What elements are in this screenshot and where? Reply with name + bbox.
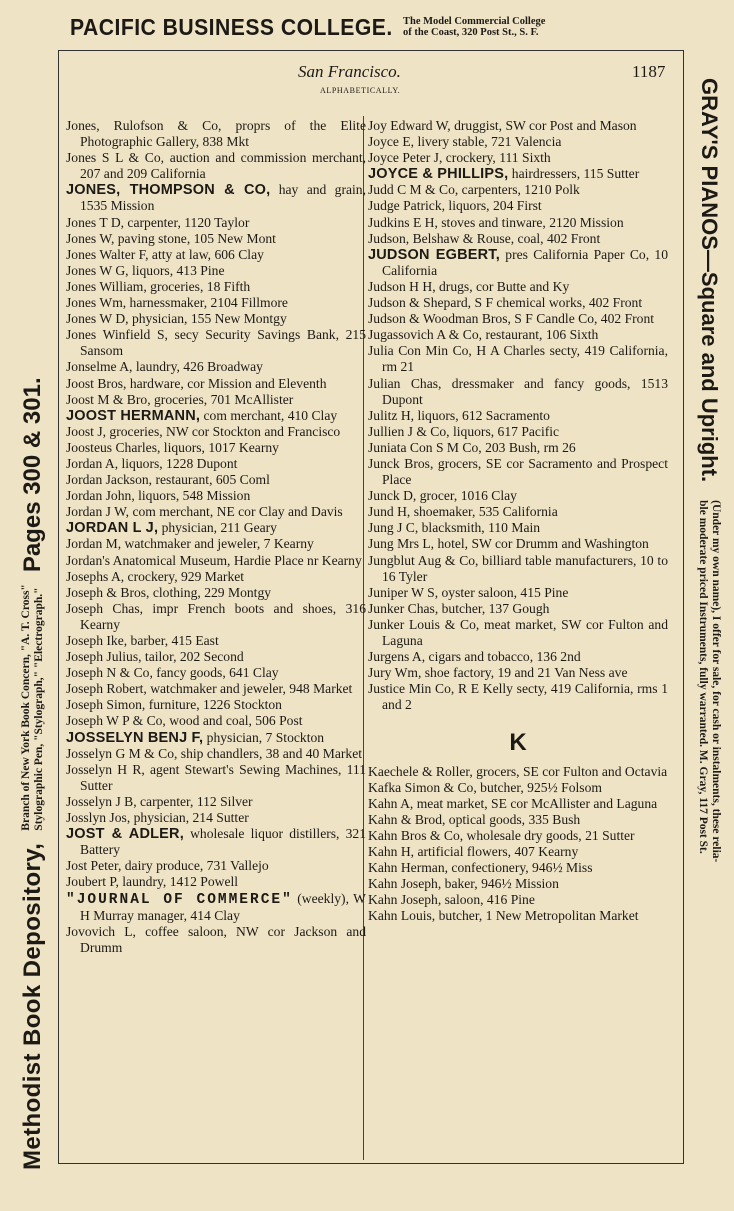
directory-entry: [368, 424, 668, 440]
directory-entry: [66, 118, 366, 150]
directory-entry: [66, 536, 366, 552]
entry-text: Juniata Con S M Co, 203 Bush, rm 26: [368, 439, 576, 455]
directory-entry: [368, 601, 668, 617]
entry-text: Juniper W S, oyster saloon, 415 Pine: [368, 584, 569, 600]
entry-text: pres California Paper Co, 10 California: [382, 246, 668, 278]
directory-entry: [368, 536, 668, 552]
directory-entry: [66, 295, 366, 311]
directory-entry: [66, 504, 366, 520]
entry-bold-name: JORDAN L J,: [66, 520, 159, 537]
entry-text: Kahn Joseph, saloon, 416 Pine: [368, 892, 535, 908]
directory-entry: [368, 408, 668, 424]
directory-entry: [368, 796, 668, 812]
entry-text: Joosteus Charles, liquors, 1017 Kearny: [66, 439, 279, 455]
entry-text: Josselyn G M & Co, ship chandlers, 38 and 40 Market: [66, 745, 363, 761]
entry-text: Jordan John, liquors, 548 Mission: [66, 488, 251, 504]
entry-text: Joyce E, livery stable, 721 Valencia: [368, 134, 562, 150]
entry-text: physician, 211 Geary: [158, 520, 277, 536]
entry-text: physician, 7 Stockton: [203, 729, 325, 745]
directory-entry: [368, 311, 668, 327]
directory-entry: [66, 762, 366, 794]
directory-entry: [66, 263, 366, 279]
entry-text: Judd C M & Co, carpenters, 1210 Polk: [368, 182, 580, 198]
entry-text: Joyce Peter J, crockery, 111 Sixth: [368, 150, 551, 166]
directory-entry: [66, 924, 366, 956]
directory-entry: [66, 488, 366, 504]
directory-entry: [368, 279, 668, 295]
page-header-city: San Francisco.: [298, 62, 401, 81]
right-margin-advertisement: [686, 78, 732, 1163]
directory-entry: [66, 746, 366, 762]
directory-entry: [66, 649, 366, 665]
directory-entry: [66, 311, 366, 327]
directory-entry: [66, 891, 366, 924]
entry-text: Joost M & Bro, groceries, 701 McAllister: [66, 391, 294, 407]
directory-entry: [368, 908, 668, 924]
entry-text: Josslyn Jos, physician, 214 Sutter: [66, 810, 249, 826]
directory-entry: [66, 681, 366, 697]
entry-text: Joseph Chas, impr French boots and shoes, 316 Kearny: [66, 600, 366, 632]
directory-entry: [66, 215, 366, 231]
entry-bold-name: JOSSELYN BENJ F,: [66, 729, 204, 746]
entry-text: Jones W D, physician, 155 New Montgy: [66, 311, 287, 327]
directory-entry: [66, 810, 366, 826]
entry-text: Junck Bros, grocers, SE cor Sacramento and Prospect Place: [368, 455, 668, 488]
entry-text: Jordan Jackson, restaurant, 605 Coml: [66, 472, 270, 488]
entry-text: Jones T D, carpenter, 1120 Taylor: [66, 214, 250, 230]
entry-bold-name: JOYCE & PHILLIPS,: [368, 166, 509, 183]
right-margin-title: GRAY'S PIANOS—Square and Upright.: [697, 78, 722, 483]
left-margin-subtext-line1: Branch of New York Book Concern, "A. T. Cross": [19, 584, 32, 831]
entry-text: Jullien J & Co, liquors, 617 Pacific: [368, 423, 560, 439]
entry-text: Judson H H, drugs, cor Butte and Ky: [368, 278, 570, 294]
directory-entry: [368, 812, 668, 828]
directory-entry: [368, 780, 668, 796]
page-header: [58, 62, 684, 98]
entry-text: Joseph N & Co, fancy goods, 641 Clay: [66, 665, 279, 681]
entry-text: Jung J C, blacksmith, 110 Main: [368, 520, 541, 536]
directory-entry: [368, 456, 668, 488]
directory-entry: [368, 681, 668, 713]
entry-text: Jund H, shoemaker, 535 California: [368, 504, 558, 520]
entry-text: Jordan M, watchmaker and jeweler, 7 Kearny: [66, 536, 314, 552]
directory-entry: [66, 456, 366, 472]
directory-entry: [66, 730, 366, 746]
directory-entry: [368, 134, 668, 150]
entry-text: Jordan J W, com merchant, NE cor Clay and Davis: [66, 504, 343, 520]
entry-bold-name: JOOST HERMANN,: [66, 407, 201, 424]
entry-text: Joseph Julius, tailor, 202 Second: [66, 649, 244, 665]
entry-text: Junker Louis & Co, meat market, SW cor Fulton and Laguna: [368, 616, 668, 648]
left-margin-title: Methodist Book Depository,: [18, 842, 46, 1170]
entry-text: Joy Edward W, druggist, SW cor Post and Mason: [368, 118, 637, 133]
directory-entry: [368, 343, 668, 375]
directory-entry: [66, 150, 366, 182]
directory-entry: [368, 828, 668, 844]
entry-text: Kahn Joseph, baker, 946½ Mission: [368, 876, 559, 892]
directory-entry: [66, 424, 366, 440]
left-margin-pages: Pages 300 & 301.: [18, 377, 46, 573]
directory-entry: [368, 215, 668, 231]
entry-text: Joseph Ike, barber, 415 East: [66, 633, 219, 648]
entry-text: Kahn Bros & Co, wholesale dry goods, 21 Sutter: [368, 827, 635, 843]
directory-entry: [66, 665, 366, 681]
directory-entry: [66, 713, 366, 729]
directory-entry: [66, 601, 366, 633]
entry-text: Jordan's Anatomical Museum, Hardie Place nr Kearny: [66, 552, 362, 568]
entry-text: Julian Chas, dressmaker and fancy goods, 1513 Dupont: [368, 375, 668, 407]
directory-entry: [66, 697, 366, 713]
entry-text: Joseph Robert, watchmaker and jeweler, 948 Market: [66, 681, 353, 697]
entry-bold-name: JOST & ADLER,: [66, 826, 184, 843]
directory-entry: [368, 764, 668, 780]
entry-text: Judge Patrick, liquors, 204 First: [368, 198, 542, 214]
entry-bold-name: JUDSON EGBERT,: [368, 246, 500, 263]
entry-text: Joost J, groceries, NW cor Stockton and Francisco: [66, 423, 341, 439]
directory-entry: [66, 569, 366, 585]
directory-entry: [66, 520, 366, 536]
left-margin-subtext-line2: Stylographic Pen, "Stylograph," "Electrograph.": [32, 587, 45, 831]
entry-text: Jury Wm, shoe factory, 19 and 21 Van Ness ave: [368, 665, 628, 681]
top-banner-tagline-line2: of the Coast, 320 Post St., S. F.: [403, 27, 539, 38]
directory-entry: [66, 376, 366, 392]
entry-text: Judson & Shepard, S F chemical works, 402 Front: [368, 295, 643, 311]
entry-text: Jones Winfield S, secy Security Savings Bank, 215 Sansom: [66, 327, 366, 359]
entry-text: Jones W G, liquors, 413 Pine: [66, 262, 225, 278]
entry-text: Jost Peter, dairy produce, 731 Vallejo: [66, 858, 269, 874]
directory-entry: [66, 279, 366, 295]
directory-entry: [66, 440, 366, 456]
section-letter-k: K: [509, 729, 527, 757]
directory-entry: [368, 553, 668, 585]
entry-text: Kahn H, artificial flowers, 407 Kearny: [368, 844, 579, 860]
directory-entry: [368, 649, 668, 665]
directory-entry: [368, 376, 668, 408]
right-margin-subtext: [696, 500, 722, 862]
directory-entry: [368, 247, 668, 279]
entry-text: Kahn A, meat market, SE cor McAllister and Laguna: [368, 795, 658, 811]
directory-entry: [368, 488, 668, 504]
directory-entry: [368, 876, 668, 892]
entry-text: Joseph & Bros, clothing, 229 Montgy: [66, 584, 272, 600]
directory-entry: [66, 472, 366, 488]
entry-text: Jones, Rulofson & Co, proprs of the Elite Photographic Gallery, 838 Mkt: [66, 118, 366, 150]
entry-text: (weekly), W H Murray manager, 414 Clay: [80, 890, 367, 923]
entry-text: Julia Con Min Co, H A Charles secty, 419 California, rm 21: [368, 343, 668, 375]
top-banner-tagline: [403, 16, 673, 38]
directory-entry: [66, 633, 366, 649]
directory-entry: [368, 860, 668, 876]
directory-entry: [368, 150, 668, 166]
entry-text: Josselyn J B, carpenter, 112 Silver: [66, 793, 253, 809]
entry-text: Junker Chas, butcher, 137 Gough: [368, 600, 550, 616]
directory-entry: [368, 327, 668, 343]
entry-text: Jones Wm, harnessmaker, 2104 Fillmore: [66, 295, 288, 311]
entry-text: Jungblut Aug & Co, billiard table manufacturers, 10 to 16 Tyler: [368, 552, 668, 584]
right-margin-subtext-line2: ble moderate priced Instruments, fully warranted. M. Gray, 117 Post St.: [697, 500, 709, 854]
entry-text: Jones W, paving stone, 105 New Mont: [66, 230, 276, 246]
entry-text: Judson, Belshaw & Rouse, coal, 402 Front: [368, 230, 601, 246]
entry-text: Jugassovich A & Co, restaurant, 106 Sixth: [368, 327, 599, 343]
entry-text: Jones S L & Co, auction and commission merchant, 207 and 209 California: [66, 150, 366, 182]
entry-text: Josephs A, crockery, 929 Market: [66, 568, 245, 584]
page-number: 1187: [632, 62, 666, 81]
directory-entry: [66, 826, 366, 858]
entry-text: Joubert P, laundry, 1412 Powell: [66, 874, 239, 890]
top-banner-title: PACIFIC BUSINESS COLLEGE.: [70, 14, 393, 40]
entry-text: Judkins E H, stoves and tinware, 2120 Mission: [368, 214, 624, 230]
directory-entry: [368, 844, 668, 860]
entry-text: Jonselme A, laundry, 426 Broadway: [66, 359, 263, 375]
entry-text: Kaechele & Roller, grocers, SE cor Fulton and Octavia: [368, 763, 668, 779]
directory-entry: [368, 182, 668, 198]
directory-entry: [368, 665, 668, 681]
entry-text: Kahn Louis, butcher, 1 New Metropolitan Market: [368, 908, 639, 924]
directory-entry: [368, 440, 668, 456]
directory-entry: [66, 231, 366, 247]
entry-text: Josselyn H R, agent Stewart's Sewing Machines, 111 Sutter: [66, 761, 366, 793]
entry-text: Joseph Simon, furniture, 1226 Stockton: [66, 697, 282, 713]
directory-entry: [368, 585, 668, 601]
entry-text: Jones Walter F, atty at law, 606 Clay: [66, 246, 264, 262]
directory-entry: [368, 118, 668, 134]
directory-entry: [368, 892, 668, 908]
directory-entry: [368, 520, 668, 536]
entry-text: wholesale liquor distillers, 321 Battery: [80, 826, 367, 858]
entry-text: Joost Bros, hardware, cor Mission and Eleventh: [66, 375, 327, 391]
right-column: [368, 118, 668, 925]
directory-entry: [368, 295, 668, 311]
entry-text: Jovovich L, coffee saloon, NW cor Jackson and Drumm: [66, 923, 366, 955]
directory-entry: [368, 617, 668, 649]
entry-text: Kafka Simon & Co, butcher, 925½ Folsom: [368, 779, 602, 795]
top-banner-tagline-line1: The Model Commercial College: [403, 16, 546, 27]
entry-text: Judson & Woodman Bros, S F Candle Co, 402 Front: [368, 311, 655, 327]
directory-entry: [66, 182, 366, 214]
directory-entry: [66, 585, 366, 601]
entry-text: Jordan A, liquors, 1228 Dupont: [66, 455, 238, 471]
page-header-alphabetically: ALPHABETICALLY.: [320, 86, 401, 95]
directory-entry: [368, 504, 668, 520]
entry-text: hay and grain, 1535 Mission: [80, 182, 366, 214]
left-margin-advertisement: [10, 60, 55, 1170]
left-margin-subtext: [20, 584, 46, 831]
entry-bold-name: JONES, THOMPSON & CO,: [66, 182, 271, 199]
entry-text: Julitz H, liquors, 612 Sacramento: [368, 407, 550, 423]
entry-text: hairdressers, 115 Sutter: [508, 166, 640, 182]
entry-text: Jung Mrs L, hotel, SW cor Drumm and Washington: [368, 536, 649, 552]
directory-entry: [66, 794, 366, 810]
directory-entry: [66, 359, 366, 375]
directory-entry: [66, 874, 366, 890]
directory-entry: [66, 858, 366, 874]
entry-text: Kahn Herman, confectionery, 946½ Miss: [368, 860, 593, 876]
left-column: [66, 118, 366, 956]
directory-entry: [66, 553, 366, 569]
entry-text: Kahn & Brod, optical goods, 335 Bush: [368, 811, 581, 827]
directory-entry: [66, 247, 366, 263]
directory-entry: [368, 231, 668, 247]
directory-entry: [66, 408, 366, 424]
entry-spaced-name: "JOURNAL OF COMMERCE": [66, 891, 293, 908]
entry-text: Justice Min Co, R E Kelly secty, 419 California, rms 1 and 2: [368, 681, 668, 713]
directory-entry: [368, 166, 668, 182]
entry-text: Junck D, grocer, 1016 Clay: [368, 488, 517, 504]
directory-entry: [368, 198, 668, 214]
directory-entry: [66, 392, 366, 408]
top-advertisement-banner: [0, 0, 734, 48]
entry-text: Joseph W P & Co, wood and coal, 506 Post: [66, 713, 303, 729]
right-margin-subtext-line1: (Under my own name), I offer for sale, for cash or instalments, these relia-: [710, 500, 722, 863]
directory-entry: [66, 327, 366, 359]
entry-text: Jones William, groceries, 18 Fifth: [66, 278, 251, 294]
entry-text: Jurgens A, cigars and tobacco, 136 2nd: [368, 649, 581, 665]
entry-text: com merchant, 410 Clay: [200, 407, 338, 423]
